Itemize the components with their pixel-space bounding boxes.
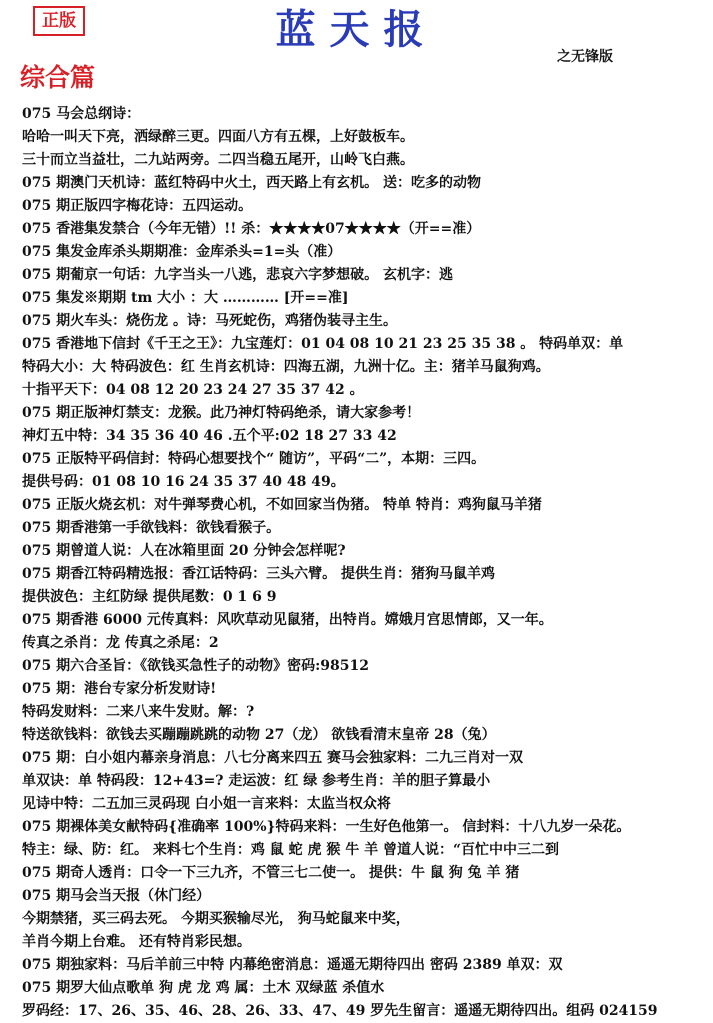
article-body (22, 103, 702, 1023)
text-line: 075 期独家料：马后羊前三中特 内幕绝密消息：遥遥无期待四出 密码 2389 单双：双 (22, 957, 563, 973)
text-line: 075 期澳门天机诗：蓝红特码中火土，西天路上有玄机。 送：吃多的动物 (22, 175, 481, 191)
text-line: 075 正版特平码信封：特码心想要找个“ 随访”，平码“二”，本期：三四。 (22, 451, 486, 467)
text-line: 三十而立当益壮，二九站两旁。二四当稳五尾开，山岭飞白燕。 (22, 152, 414, 168)
text-line: 提供波色：主红防绿 提供尾数：0 1 6 9 (22, 589, 277, 605)
text-line: 075 期裸体美女献特码{准确率 100%}特码来料：一生好色他第一。 信封料：十八九岁一朵花。 (22, 819, 631, 835)
text-line: 075 期正版四字梅花诗：五四运动。 (22, 198, 253, 214)
text-line: 075 期六合圣旨：《欲钱买急性子的动物》密码:98512 (22, 658, 369, 674)
text-line: 075 期：港台专家分析发财诗! (22, 681, 217, 697)
section-heading: 综合篇 (20, 63, 96, 92)
text-line: 罗码经：17、26、35、46、28、26、33、47、49 罗先生留言：遥遥无期待四出。组码 024159 (22, 1003, 658, 1019)
text-line: 传真之杀肖：龙 传真之杀尾：2 (22, 635, 219, 651)
text-line: 特主：绿、防：红。 来料七个生肖：鸡 鼠 蛇 虎 猴 牛 羊 曾道人说：“百忙中中三二到 (22, 842, 560, 858)
text-line: 075 正版火烧玄机：对牛弹琴费心机，不如回家当伪猪。 特单 特肖：鸡狗鼠马羊猪 (22, 497, 542, 513)
text-line: 075 集发金库杀头期期准：金库杀头=1=头（准） (22, 244, 342, 260)
text-line: 075 香港集发禁合（今年无错）!! 杀：★★★★07★★★★（开==准） (22, 221, 481, 237)
text-line: 羊肖今期上台难。 还有特肖彩民想。 (22, 934, 251, 950)
text-line: 075 期：白小姐内幕亲身消息：八七分离来四五 赛马会独家料：二九三肖对一双 (22, 750, 523, 766)
text-line: 075 期葡京一句话：九字当头一八逃，悲哀六字梦想破。 玄机字：逃 (22, 267, 453, 283)
text-line: 075 集发※期期 tm 大小 ：大 ………… [开==准] (22, 290, 349, 306)
newspaper-title: 蓝天报 (275, 6, 438, 53)
text-line: 075 期罗大仙点歌单 狗 虎 龙 鸡 属：土木 双绿蓝 杀值水 (22, 980, 385, 996)
text-line: 075 马会总纲诗： (22, 106, 141, 122)
text-line: 提供号码：01 08 10 16 24 35 37 40 48 49。 (22, 474, 345, 490)
text-line: 075 期香江特码精选报：香江话特码：三头六臂。 提供生肖：猪狗马鼠羊鸡 (22, 566, 495, 582)
edition-label: 之无锋版 (557, 49, 613, 65)
text-line: 075 期曾道人说：人在冰箱里面 20 分钟会怎样呢? (22, 543, 346, 559)
text-line: 075 期香港第一手欲钱料：欲钱看猴子。 (22, 520, 281, 536)
text-line: 特码大小：大 特码波色：红 生肖玄机诗：四海五湖，九洲十亿。主：猪羊马鼠狗鸡。 (22, 359, 550, 375)
text-line: 075 香港地下信封《千王之王》：九宝莲灯：01 04 08 10 21 23 25 35 38 。 特码单双：单 (22, 336, 624, 352)
text-line: 075 期正版神灯禁支：龙猴。此乃神灯特码绝杀，请大家参考！ (22, 405, 421, 421)
text-line: 075 期马会当天报（休门经） (22, 888, 211, 904)
text-line: 075 期香港 6000 元传真料：风吹草动见鼠猪，出特肖。嫦娥月宫思情郎，又一年。 (22, 612, 553, 628)
text-line: 今期禁猪，买三码去死。 今期买猴输尽光， 狗马蛇鼠来中奖， (22, 911, 410, 927)
text-line: 075 期奇人透肖：口令一下三九齐，不管三七二使一。 提供：牛 鼠 狗 兔 羊 猪 (22, 865, 520, 881)
text-line: 神灯五中特：34 35 36 40 46 .五个平:02 18 27 33 42 (22, 428, 397, 444)
text-line: 075 期火车头：烧伤龙 。诗：马死蛇伤，鸡猪伪装寻主生。 (22, 313, 397, 329)
text-line: 特送欲钱料：欲钱去买蹦蹦跳跳的动物 27（龙） 欲钱看清末皇帝 28（兔） (22, 727, 496, 743)
text-line: 十指平天下：04 08 12 20 23 24 27 35 37 42 。 (22, 382, 364, 398)
text-line: 见诗中特：二五加三灵码现 白小姐一言来料：太监当权众将 (22, 796, 391, 812)
text-line: 特码发财料：二来八来牛发财。解：? (22, 704, 255, 720)
text-line: 单双诀：单 特码段：12+43=? 走运波：红 绿 参考生肖：羊的胆子算最小 (22, 773, 491, 789)
text-line: 哈哈一叫天下亮，洒绿醉三更。四面八方有五棵，上好鼓板车。 (22, 129, 414, 145)
genuine-badge: 正版 (33, 6, 85, 36)
